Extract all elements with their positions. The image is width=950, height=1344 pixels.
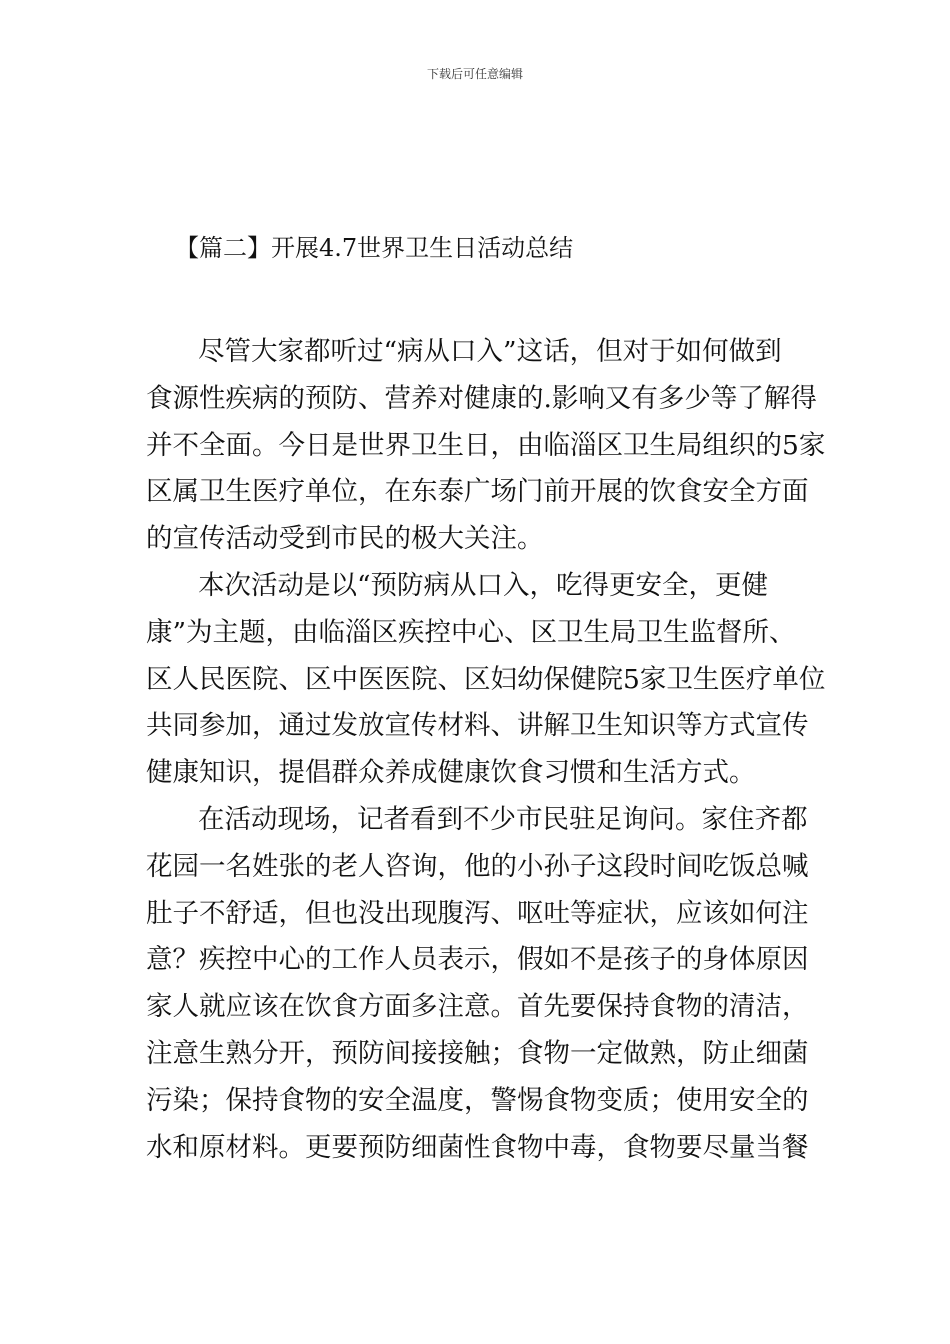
document-title: 【篇二】开展4.7世界卫生日活动总结: [175, 234, 574, 262]
text-line: 污染；保持食物的安全温度，警惕食物变质；使用安全的: [146, 1084, 809, 1116]
text-line: 的宣传活动受到市民的极大关注。: [146, 523, 544, 555]
paragraph-1: [146, 329, 826, 563]
text-line: 水和原材料。更要预防细菌性食物中毒，食物要尽量当餐: [146, 1131, 809, 1163]
page-header: 下载后可任意编辑: [426, 67, 523, 81]
paragraph-3: [146, 797, 826, 1171]
document-body: [146, 329, 826, 1171]
text-line: 康”为主题，由临淄区疾控中心、区卫生局卫生监督所、: [146, 616, 796, 648]
text-line: 尽管大家都听过“病从口入”这话，但对于如何做到: [198, 336, 782, 367]
text-line: 区属卫生医疗单位，在东泰广场门前开展的饮食安全方面: [146, 476, 809, 508]
text-line: 肚子不舒适，但也没出现腹泻、呕吐等症状，应该如何注: [146, 897, 809, 929]
text-line: 本次活动是以“预防病从口入，吃得更安全，更健: [198, 569, 769, 601]
text-line: 食源性疾病的预防、营养对健康的.影响又有多少等了解得: [146, 382, 817, 414]
text-line: 健康知识，提倡群众养成健康饮食习惯和生活方式。: [146, 757, 756, 789]
text-line: 共同参加，通过发放宣传材料、讲解卫生知识等方式宣传: [146, 710, 809, 742]
text-line: 意？疾控中心的工作人员表示，假如不是孩子的身体原因: [146, 944, 809, 976]
paragraph-2: [146, 563, 826, 797]
text-line: 在活动现场，记者看到不少市民驻足询问。家住齐都: [198, 803, 808, 835]
text-line: 花园一名姓张的老人咨询，他的小孙子这段时间吃饭总喊: [146, 850, 809, 882]
text-line: 家人就应该在饮食方面多注意。首先要保持食物的清洁，: [146, 991, 809, 1023]
text-line: 注意生熟分开，预防间接接触；食物一定做熟，防止细菌: [146, 1037, 809, 1069]
text-line: 区人民医院、区中医医院、区妇幼保健院5家卫生医疗单位: [146, 663, 826, 695]
text-line: 并不全面。今日是世界卫生日，由临淄区卫生局组织的5家: [146, 429, 826, 461]
